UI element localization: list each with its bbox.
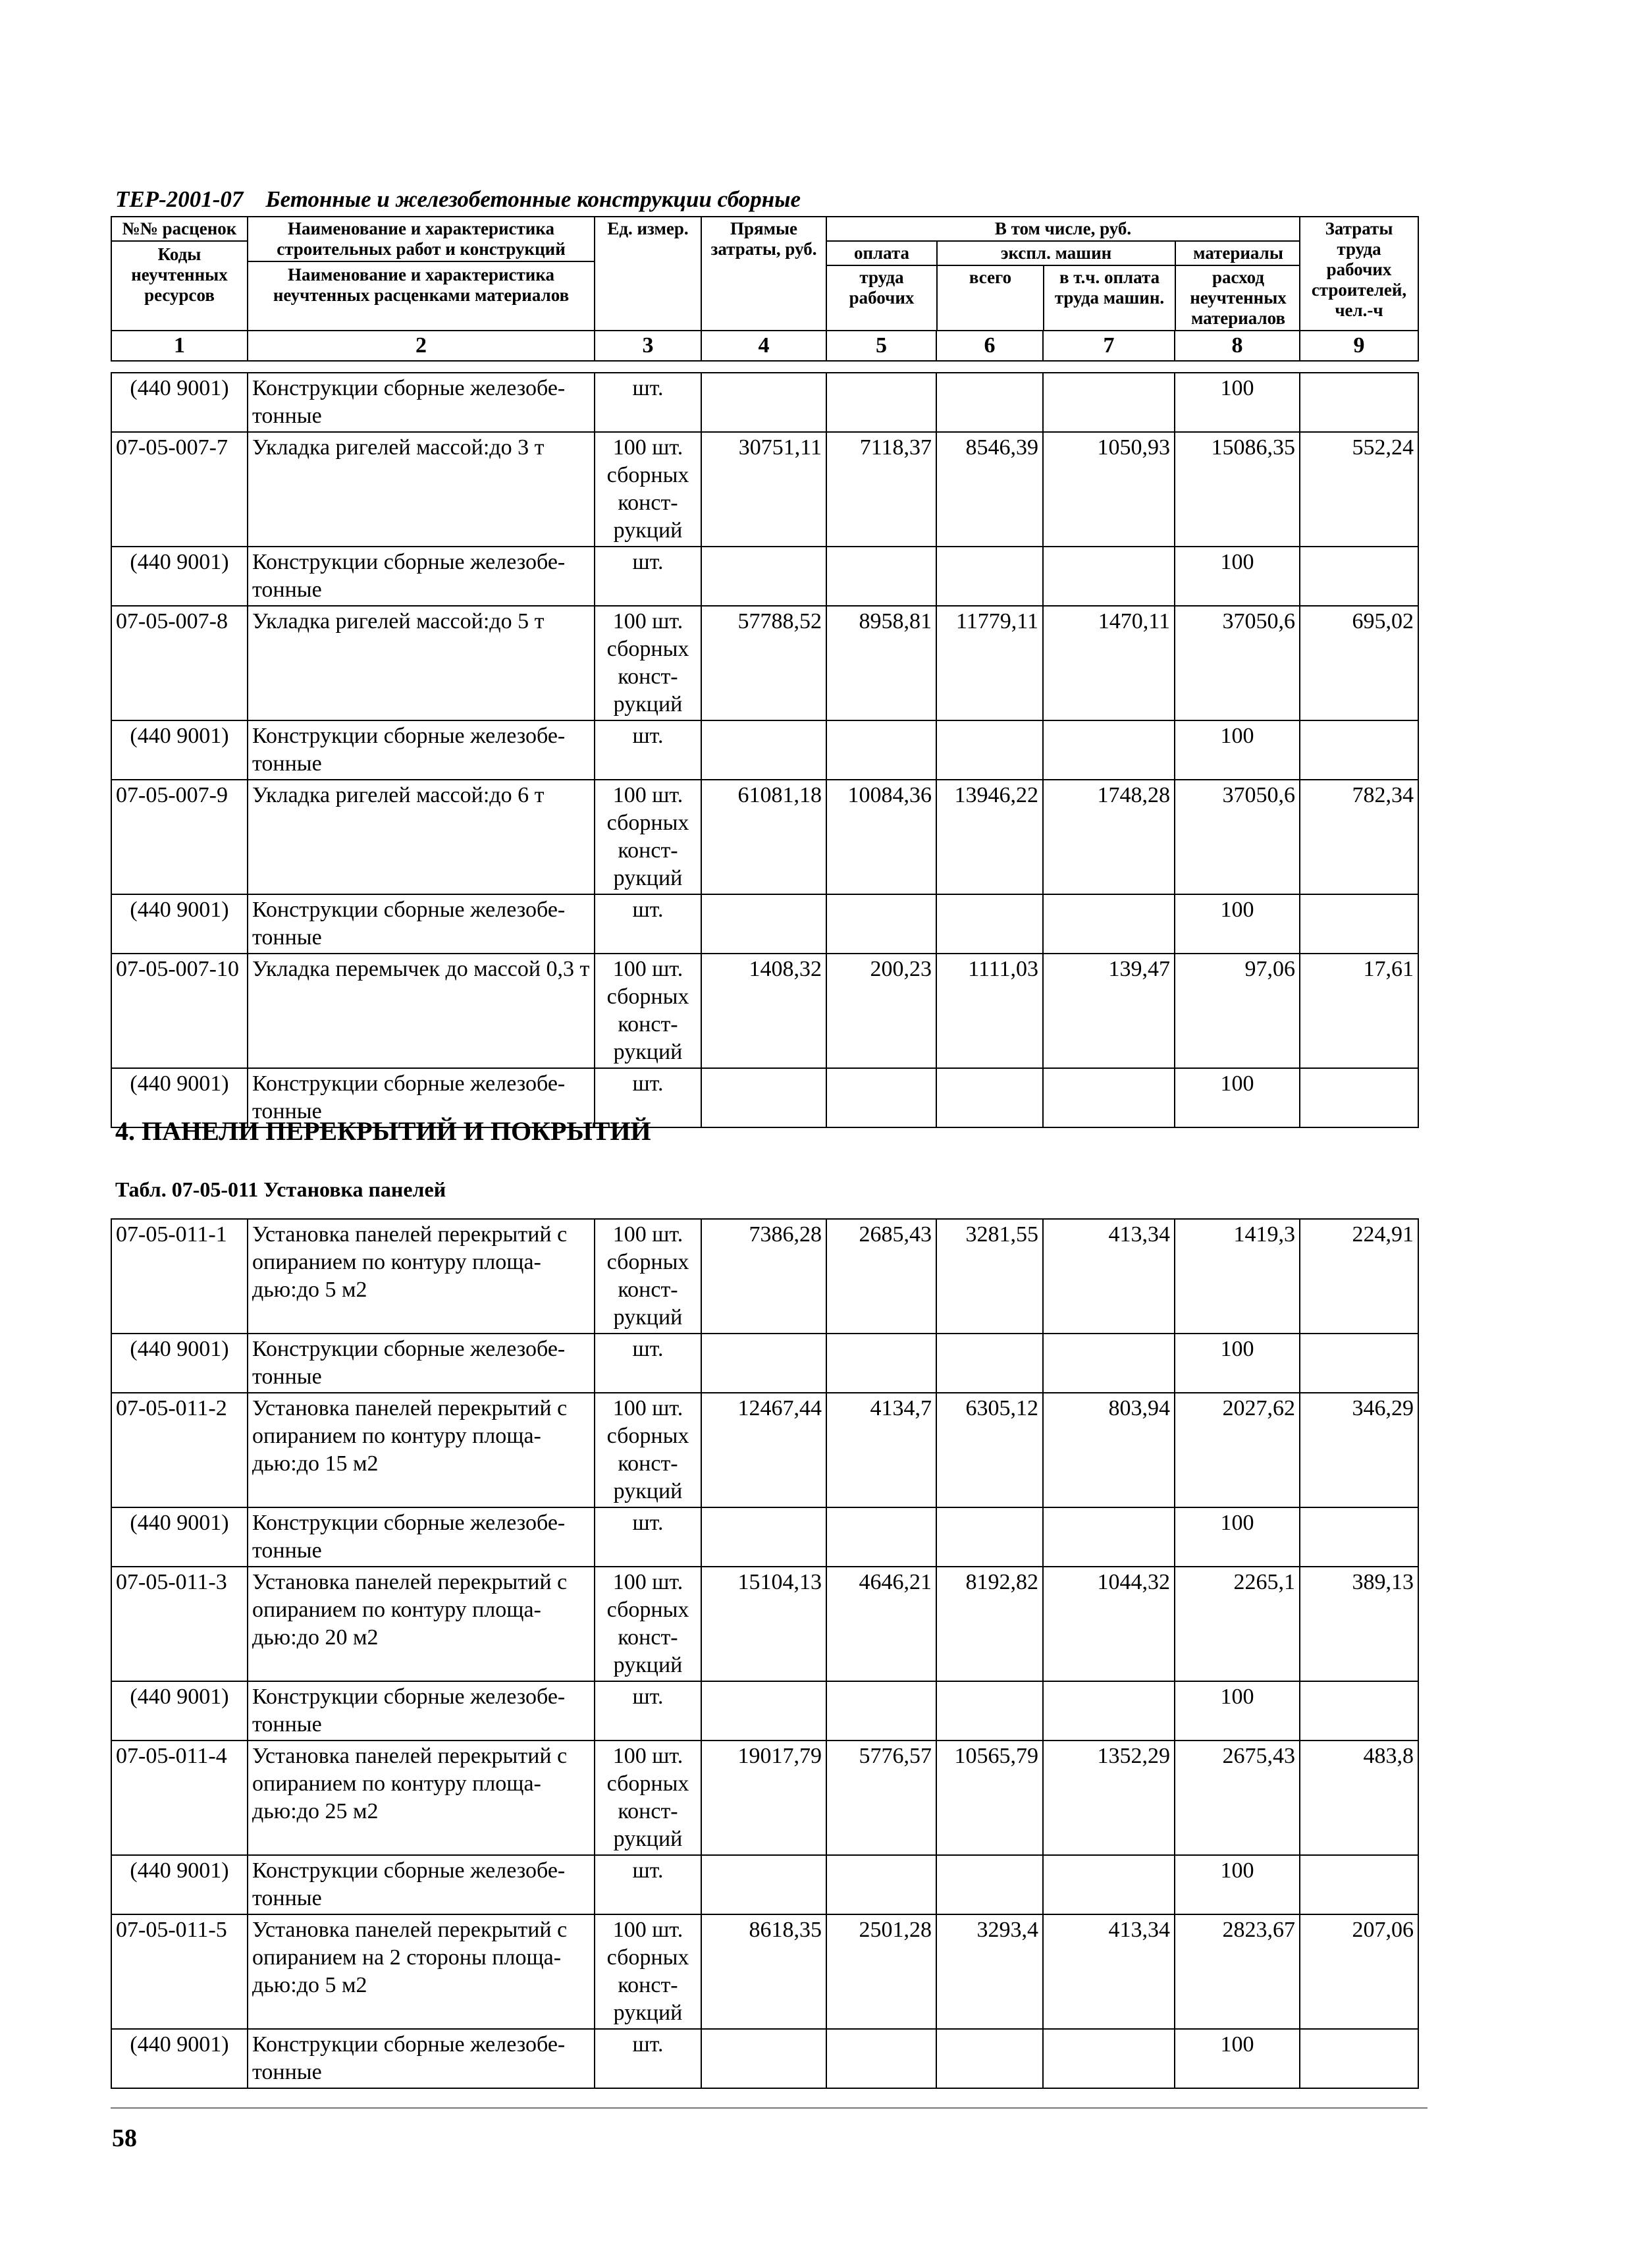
empty-cell <box>701 1507 826 1567</box>
resource-quantity: 100 <box>1175 1068 1300 1127</box>
rates-table-2 <box>111 1218 1419 2089</box>
empty-cell <box>826 2029 936 2088</box>
empty-cell <box>1300 1855 1418 1914</box>
labor-cost: 8958,81 <box>826 606 936 720</box>
rate-unit: 100 шт. сборных конст-рукций <box>595 1914 701 2029</box>
table-title: Табл. 07-05-011 Установка панелей <box>115 1177 446 1201</box>
col-number-7: 7 <box>1043 331 1175 361</box>
empty-cell <box>1043 894 1175 954</box>
resource-code: (440 9001) <box>111 1855 248 1914</box>
machine-labor-cost: 1470,11 <box>1043 606 1175 720</box>
labor-cost: 200,23 <box>826 954 936 1068</box>
empty-cell <box>701 373 826 432</box>
running-header <box>115 186 801 213</box>
labor-hours: 483,8 <box>1300 1741 1418 1855</box>
resource-name: Конструкции сборные железобе-тонные <box>248 1855 595 1914</box>
machine-cost: 6305,12 <box>936 1393 1043 1507</box>
resource-code: (440 9001) <box>111 373 248 432</box>
empty-cell <box>701 547 826 606</box>
material-cost: 37050,6 <box>1175 780 1300 894</box>
resource-row <box>111 1855 1418 1914</box>
col5-top-label: оплата <box>827 242 937 265</box>
page-number: 58 <box>112 2124 137 2152</box>
resource-unit: шт. <box>595 1507 701 1567</box>
rate-unit: 100 шт. сборных конст-рукций <box>595 780 701 894</box>
material-cost: 2265,1 <box>1175 1567 1300 1681</box>
material-cost: 2027,62 <box>1175 1393 1300 1507</box>
rate-code: 07-05-007-7 <box>111 432 248 547</box>
resource-name: Конструкции сборные железобе-тонные <box>248 1068 595 1127</box>
empty-cell <box>1300 373 1418 432</box>
labor-cost: 4134,7 <box>826 1393 936 1507</box>
direct-cost: 61081,18 <box>701 780 826 894</box>
rate-code: 07-05-011-4 <box>111 1741 248 1855</box>
resource-code: (440 9001) <box>111 1507 248 1567</box>
rate-code: 07-05-007-8 <box>111 606 248 720</box>
direct-cost: 12467,44 <box>701 1393 826 1507</box>
material-cost: 1419,3 <box>1175 1219 1300 1334</box>
empty-cell <box>701 720 826 780</box>
resource-unit: шт. <box>595 1681 701 1741</box>
machine-labor-cost: 1748,28 <box>1043 780 1175 894</box>
empty-cell <box>1043 720 1175 780</box>
resource-code: (440 9001) <box>111 1334 248 1393</box>
col1-top-label: №№ расценок <box>112 219 247 242</box>
rate-name: Установка панелей перекрытий с опиранием по контуру площа-дью:до 20 м2 <box>248 1567 595 1681</box>
rate-row <box>111 432 1418 547</box>
machine-labor-cost: 139,47 <box>1043 954 1175 1068</box>
rate-code: 07-05-011-1 <box>111 1219 248 1334</box>
direct-cost: 30751,11 <box>701 432 826 547</box>
machine-labor-cost: 1050,93 <box>1043 432 1175 547</box>
rate-name: Укладка ригелей массой:до 3 т <box>248 432 595 547</box>
empty-cell <box>1300 720 1418 780</box>
empty-cell <box>1300 1334 1418 1393</box>
resource-name: Конструкции сборные железобе-тонные <box>248 2029 595 2088</box>
empty-cell <box>936 1334 1043 1393</box>
resource-quantity: 100 <box>1175 1855 1300 1914</box>
empty-cell <box>1043 1334 1175 1393</box>
rate-row <box>111 1741 1418 1855</box>
group-subheader <box>827 242 1300 330</box>
col6-label: всего <box>937 265 1044 330</box>
column-header-table <box>111 216 1419 362</box>
resource-unit: шт. <box>595 894 701 954</box>
labor-hours: 552,24 <box>1300 432 1418 547</box>
machine-cost: 13946,22 <box>936 780 1043 894</box>
resource-row <box>111 373 1418 432</box>
empty-cell <box>1300 1507 1418 1567</box>
col8-top-label: материалы <box>1175 242 1300 265</box>
col-number-3: 3 <box>595 331 701 361</box>
group-label: В том числе, руб. <box>827 217 1299 242</box>
labor-cost: 5776,57 <box>826 1741 936 1855</box>
material-cost: 37050,6 <box>1175 606 1300 720</box>
col-number-8: 8 <box>1175 331 1300 361</box>
material-cost: 2823,67 <box>1175 1914 1300 2029</box>
machine-cost: 1111,03 <box>936 954 1043 1068</box>
resource-unit: шт. <box>595 1855 701 1914</box>
empty-cell <box>1300 1681 1418 1741</box>
resource-name: Конструкции сборные железобе-тонные <box>248 373 595 432</box>
empty-cell <box>826 547 936 606</box>
empty-cell <box>701 894 826 954</box>
machine-labor-cost: 1352,29 <box>1043 1741 1175 1855</box>
machine-cost: 11779,11 <box>936 606 1043 720</box>
resource-quantity: 100 <box>1175 1507 1300 1567</box>
col-number-4: 4 <box>701 331 826 361</box>
document-title: Бетонные и железобетонные конструкции сборные <box>265 186 801 212</box>
direct-cost: 57788,52 <box>701 606 826 720</box>
rate-unit: 100 шт. сборных конст-рукций <box>595 432 701 547</box>
col67-top-label: экспл. машин <box>937 242 1175 265</box>
labor-cost: 7118,37 <box>826 432 936 547</box>
empty-cell <box>936 894 1043 954</box>
resource-code: (440 9001) <box>111 1681 248 1741</box>
resource-quantity: 100 <box>1175 1681 1300 1741</box>
resource-unit: шт. <box>595 1068 701 1127</box>
col-number-9: 9 <box>1300 331 1418 361</box>
resource-quantity: 100 <box>1175 720 1300 780</box>
resource-quantity: 100 <box>1175 373 1300 432</box>
rate-code: 07-05-007-9 <box>111 780 248 894</box>
resource-unit: шт. <box>595 2029 701 2088</box>
empty-cell <box>826 720 936 780</box>
rate-code: 07-05-011-3 <box>111 1567 248 1681</box>
empty-cell <box>936 1507 1043 1567</box>
empty-cell <box>826 1681 936 1741</box>
resource-name: Конструкции сборные железобе-тонные <box>248 720 595 780</box>
empty-cell <box>701 1681 826 1741</box>
rate-name: Установка панелей перекрытий с опиранием по контуру площа-дью:до 5 м2 <box>248 1219 595 1334</box>
empty-cell <box>936 1068 1043 1127</box>
empty-cell <box>1300 894 1418 954</box>
col-number-5: 5 <box>826 331 936 361</box>
labor-cost: 4646,21 <box>826 1567 936 1681</box>
labor-cost: 10084,36 <box>826 780 936 894</box>
footer-rule <box>111 2107 1427 2109</box>
resource-row <box>111 720 1418 780</box>
machine-labor-cost: 413,34 <box>1043 1914 1175 2029</box>
resource-code: (440 9001) <box>111 2029 248 2088</box>
labor-hours: 389,13 <box>1300 1567 1418 1681</box>
col1-bottom-label: Коды неучтенных ресурсов <box>131 244 228 305</box>
machine-cost: 10565,79 <box>936 1741 1043 1855</box>
rate-unit: 100 шт. сборных конст-рукций <box>595 1567 701 1681</box>
resource-unit: шт. <box>595 547 701 606</box>
rate-row <box>111 954 1418 1068</box>
rate-code: 07-05-011-5 <box>111 1914 248 2029</box>
empty-cell <box>936 1681 1043 1741</box>
resource-row <box>111 547 1418 606</box>
material-cost: 2675,43 <box>1175 1741 1300 1855</box>
material-cost: 97,06 <box>1175 954 1300 1068</box>
empty-cell <box>1043 1855 1175 1914</box>
rate-unit: 100 шт. сборных конст-рукций <box>595 606 701 720</box>
empty-cell <box>936 2029 1043 2088</box>
col1-header <box>111 217 248 331</box>
resource-quantity: 100 <box>1175 1334 1300 1393</box>
empty-cell <box>826 1855 936 1914</box>
rate-row <box>111 1219 1418 1334</box>
labor-hours: 346,29 <box>1300 1393 1418 1507</box>
rate-row <box>111 780 1418 894</box>
col3-header: Ед. измер. <box>595 217 701 331</box>
direct-cost: 19017,79 <box>701 1741 826 1855</box>
col-number-2: 2 <box>248 331 595 361</box>
direct-cost: 8618,35 <box>701 1914 826 2029</box>
empty-cell <box>826 1334 936 1393</box>
resource-name: Конструкции сборные железобе-тонные <box>248 894 595 954</box>
labor-cost: 2501,28 <box>826 1914 936 2029</box>
empty-cell <box>1043 547 1175 606</box>
empty-cell <box>701 1334 826 1393</box>
resource-quantity: 100 <box>1175 894 1300 954</box>
rate-name: Укладка ригелей массой:до 5 т <box>248 606 595 720</box>
machine-labor-cost: 803,94 <box>1043 1393 1175 1507</box>
col2-bottom-label: Наименование и характеристика неучтенных расценками материалов <box>273 265 570 305</box>
resource-quantity: 100 <box>1175 547 1300 606</box>
rate-unit: 100 шт. сборных конст-рукций <box>595 954 701 1068</box>
empty-cell <box>936 720 1043 780</box>
rate-code: 07-05-011-2 <box>111 1393 248 1507</box>
empty-cell <box>826 1507 936 1567</box>
col4-header: Прямые затраты, руб. <box>701 217 826 331</box>
resource-name: Конструкции сборные железобе-тонные <box>248 1334 595 1393</box>
col7-label: в т.ч. оплата труда машин. <box>1044 265 1175 330</box>
empty-cell <box>1043 1681 1175 1741</box>
resource-name: Конструкции сборные железобе-тонные <box>248 1681 595 1741</box>
resource-code: (440 9001) <box>111 894 248 954</box>
group-header <box>826 217 1300 331</box>
rate-unit: 100 шт. сборных конст-рукций <box>595 1219 701 1334</box>
resource-name: Конструкции сборные железобе-тонные <box>248 1507 595 1567</box>
machine-cost: 8546,39 <box>936 432 1043 547</box>
labor-cost: 2685,43 <box>826 1219 936 1334</box>
resource-row <box>111 2029 1418 2088</box>
resource-row <box>111 1334 1418 1393</box>
labor-hours: 695,02 <box>1300 606 1418 720</box>
empty-cell <box>1043 1068 1175 1127</box>
col2-top-label: Наименование и характеристика строительных работ и конструкций <box>248 219 594 262</box>
machine-cost: 8192,82 <box>936 1567 1043 1681</box>
machine-labor-cost: 413,34 <box>1043 1219 1175 1334</box>
empty-cell <box>1043 2029 1175 2088</box>
resource-row <box>111 894 1418 954</box>
empty-cell <box>826 1068 936 1127</box>
col5-bottom-label: труда рабочих <box>827 265 937 330</box>
document-code: ТЕР-2001-07 <box>115 186 244 212</box>
resource-name: Конструкции сборные железобе-тонные <box>248 547 595 606</box>
labor-hours: 17,61 <box>1300 954 1418 1068</box>
labor-hours: 207,06 <box>1300 1914 1418 2029</box>
resource-row <box>111 1681 1418 1741</box>
direct-cost: 7386,28 <box>701 1219 826 1334</box>
rate-row <box>111 606 1418 720</box>
empty-cell <box>701 1855 826 1914</box>
empty-cell <box>701 1068 826 1127</box>
machine-labor-cost: 1044,32 <box>1043 1567 1175 1681</box>
direct-cost: 1408,32 <box>701 954 826 1068</box>
empty-cell <box>936 1855 1043 1914</box>
empty-cell <box>826 894 936 954</box>
resource-code: (440 9001) <box>111 720 248 780</box>
empty-cell <box>701 2029 826 2088</box>
labor-hours: 224,91 <box>1300 1219 1418 1334</box>
rate-name: Установка панелей перекрытий с опиранием по контуру площа-дью:до 15 м2 <box>248 1393 595 1507</box>
rate-name: Укладка ригелей массой:до 6 т <box>248 780 595 894</box>
resource-unit: шт. <box>595 373 701 432</box>
rates-table-2-body <box>111 1219 1418 2088</box>
empty-cell <box>936 547 1043 606</box>
col8-bottom-label: расход неучтенных материалов <box>1190 267 1287 328</box>
rate-code: 07-05-007-10 <box>111 954 248 1068</box>
rate-unit: 100 шт. сборных конст-рукций <box>595 1741 701 1855</box>
empty-cell <box>1043 373 1175 432</box>
direct-cost: 15104,13 <box>701 1567 826 1681</box>
rate-name: Установка панелей перекрытий с опиранием по контуру площа-дью:до 25 м2 <box>248 1741 595 1855</box>
empty-cell <box>1300 1068 1418 1127</box>
material-cost: 15086,35 <box>1175 432 1300 547</box>
resource-quantity: 100 <box>1175 2029 1300 2088</box>
empty-cell <box>1300 547 1418 606</box>
rate-unit: 100 шт. сборных конст-рукций <box>595 1393 701 1507</box>
resource-unit: шт. <box>595 720 701 780</box>
empty-cell <box>1300 2029 1418 2088</box>
col2-header <box>248 217 595 331</box>
empty-cell <box>1043 1507 1175 1567</box>
rates-table-1 <box>111 372 1419 1128</box>
rates-table-1-body <box>111 373 1418 1127</box>
rate-name: Укладка перемычек до массой 0,3 т <box>248 954 595 1068</box>
empty-cell <box>936 373 1043 432</box>
resource-row <box>111 1507 1418 1567</box>
resource-code: (440 9001) <box>111 547 248 606</box>
rate-name: Установка панелей перекрытий с опиранием на 2 стороны площа-дью:до 5 м2 <box>248 1914 595 2029</box>
section-title: 4. ПАНЕЛИ ПЕРЕКРЫТИЙ И ПОКРЫТИЙ <box>115 1116 651 1146</box>
col-number-1: 1 <box>111 331 248 361</box>
machine-cost: 3293,4 <box>936 1914 1043 2029</box>
resource-unit: шт. <box>595 1334 701 1393</box>
rate-row <box>111 1567 1418 1681</box>
col9-header: Затраты труда рабочих строителей, чел.-ч <box>1300 217 1418 331</box>
rate-row <box>111 1914 1418 2029</box>
col-number-6: 6 <box>936 331 1043 361</box>
labor-hours: 782,34 <box>1300 780 1418 894</box>
empty-cell <box>826 373 936 432</box>
rate-row <box>111 1393 1418 1507</box>
resource-code: (440 9001) <box>111 1068 248 1127</box>
machine-cost: 3281,55 <box>936 1219 1043 1334</box>
